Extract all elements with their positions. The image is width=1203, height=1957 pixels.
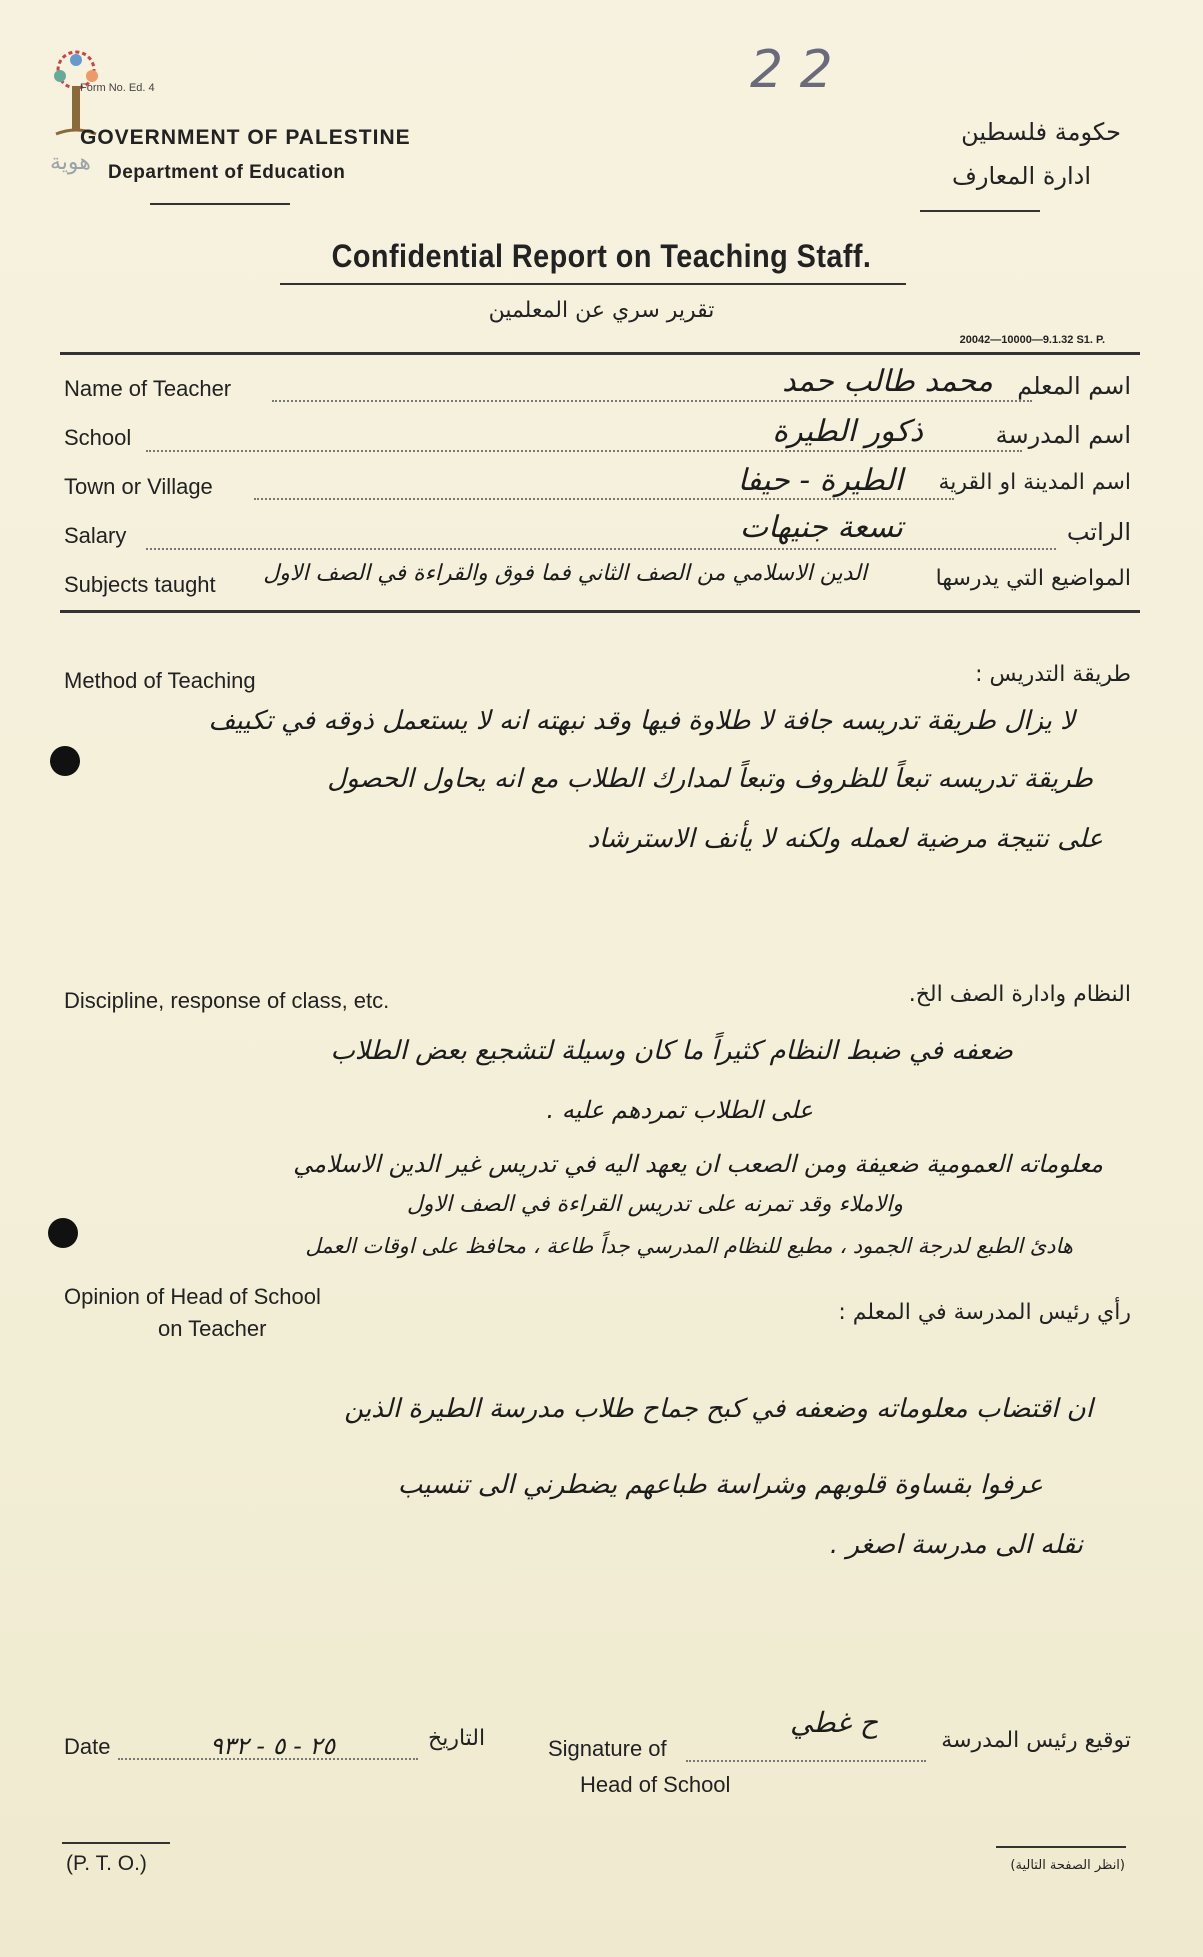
print-code: 20042—10000—9.1.32 S1. P. [959,334,1105,346]
page-number: 2 2 [750,40,833,100]
field-label-town: Town or Village [64,474,213,499]
fields-rule [60,610,1140,613]
field-label-salary: Salary [64,523,127,548]
field-value-town: الطيرة - حيفا [737,463,903,498]
government-title-arabic: حكومة فلسطين [961,118,1121,146]
divider [150,203,290,205]
header-rule [60,352,1140,355]
field-label-arabic-teacher: اسم المعلم [1017,372,1131,400]
opinion-line: عرفوا بقساوة قلوبهم وشراسة طباعهم يضطرني الى تنسيب [397,1470,1043,1500]
opinion-label-arabic: رأي رئيس المدرسة في المعلم : [838,1300,1131,1325]
method-line: طريقة تدريسه تبعاً للظروف وتبعاً لمدارك الطلاب مع انه يحاول الحصول [327,764,1093,794]
logo-text: هوية [50,150,91,175]
pto-label-arabic: (انظر الصفحة التالية) [1010,1858,1125,1873]
date-label-arabic: التاريخ [428,1726,486,1751]
field-value-subjects: الدين الاسلامي من الصف الثاني فما فوق والقراءة في الصف الاول [263,561,867,586]
hole-punch [50,746,80,776]
department-title: Department of Education [108,162,346,183]
signature-label-arabic: توقيع رئيس المدرسة [941,1728,1131,1753]
field-value-teacher: محمد طالب حمد [782,364,993,399]
discipline-line: على الطلاب تمردهم عليه . [546,1096,813,1124]
method-label: Method of Teaching [64,668,256,693]
signature-label: Signature of [548,1736,667,1761]
opinion-label: Opinion of Head of School [64,1284,321,1309]
field-label-arabic-school: اسم المدرسة [995,421,1131,449]
discipline-label-arabic: النظام وادارة الصف الخ. [908,982,1131,1007]
footer-rule [62,1842,170,1844]
form-number: Form No. Ed. 4 [80,82,155,94]
government-title: GOVERNMENT OF PALESTINE [80,126,411,149]
date-label: Date [64,1734,111,1759]
hole-punch [48,1218,78,1248]
signature-value: ح غطي [790,1706,878,1739]
opinion-label-line2: on Teacher [158,1316,267,1341]
title-underline [280,283,906,285]
report-title: Confidential Report on Teaching Staff. [331,238,872,274]
pto-label: (P. T. O.) [66,1852,147,1875]
field-value-salary: تسعة جنيهات [739,510,903,545]
field-value-school: ذكور الطيرة [772,414,923,449]
signature-label-line2: Head of School [580,1772,731,1797]
date-value: ٢٥ - ٥ - ٩٣٢ [210,1732,336,1760]
opinion-line: ان اقتضاب معلوماته وضعفه في كبح جماح طلاب مدرسة الطيرة الذين [344,1394,1093,1424]
report-title-arabic: تقرير سري عن المعلمين [488,298,715,323]
method-line: لا يزال طريقة تدريسه جافة لا طلاوة فيها وقد نبهته انه لا يستعمل ذوقه في تكييف [208,706,1075,736]
field-label-school: School [64,425,132,450]
discipline-line: معلوماته العمومية ضعيفة ومن الصعب ان يعهد اليه في تدريس غير الدين الاسلامي [293,1150,1103,1178]
method-line: على نتيجة مرضية لعمله ولكنه لا يأنف الاسترشاد [587,824,1103,854]
divider [920,210,1040,212]
discipline-line: والاملاء وقد تمرنه على تدريس القراءة في الصف الاول [406,1192,903,1217]
field-label-teacher: Name of Teacher [64,376,232,401]
field-label-arabic-salary: الراتب [1066,518,1131,546]
footer-rule [996,1846,1126,1848]
opinion-line: نقله الى مدرسة اصغر . [829,1530,1083,1560]
discipline-label: Discipline, response of class, etc. [64,988,390,1013]
discipline-line: ضعفه في ضبط النظام كثيراً ما كان وسيلة لتشجيع بعض الطلاب [330,1036,1013,1066]
field-label-arabic-town: اسم المدينة او القرية [938,470,1131,495]
field-label-subjects: Subjects taught [64,572,216,597]
discipline-line: هادئ الطبع لدرجة الجمود ، مطيع للنظام المدرسي جداً طاعة ، محافظ على اوقات العمل [305,1234,1073,1258]
department-title-arabic: ادارة المعارف [951,162,1091,190]
method-label-arabic: طريقة التدريس : [975,662,1131,687]
field-label-arabic-subjects: المواضيع التي يدرسها [935,566,1131,591]
